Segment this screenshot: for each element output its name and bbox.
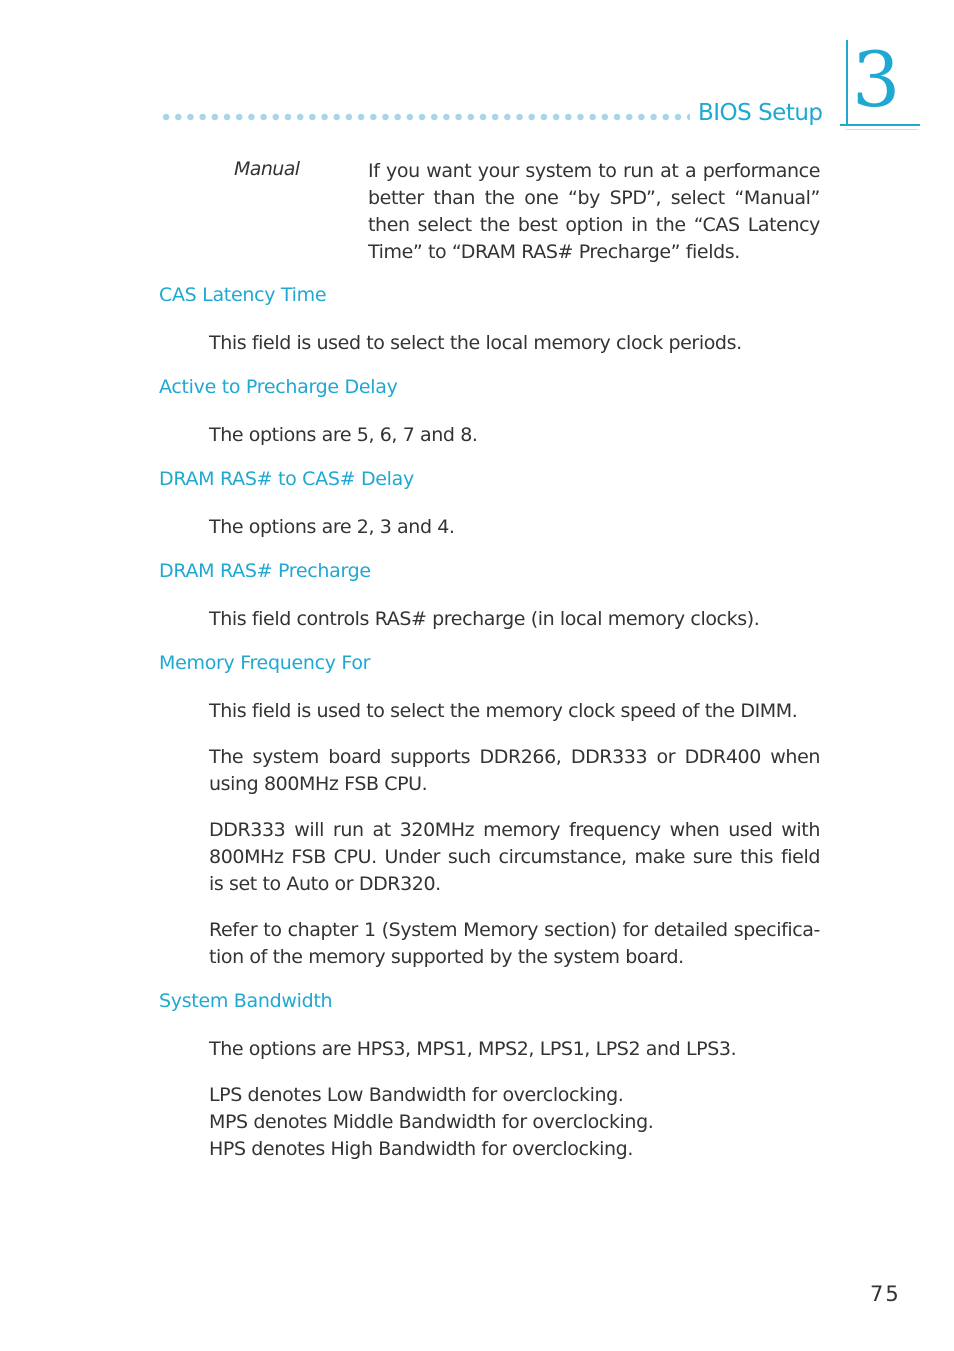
paragraph: The system board supports DDR266, DDR333 or DDR400 when using 800MHz FSB CPU. bbox=[209, 746, 820, 795]
chapter-tab-shadow bbox=[846, 129, 918, 130]
definition-line: LPS denotes Low Bandwidth for overclocking. bbox=[209, 1084, 624, 1106]
heading-active-to-precharge-delay: Active to Precharge Delay bbox=[159, 376, 398, 398]
definition-line: HPS denotes High Bandwidth for overclocking. bbox=[209, 1138, 633, 1160]
paragraph: Refer to chapter 1 (System Memory section) for detailed specifica-tion of the memory supported by the system board. bbox=[209, 919, 820, 968]
bandwidth-definitions bbox=[209, 1082, 820, 1163]
paragraph: This field controls RAS# precharge (in local memory clocks). bbox=[209, 608, 760, 630]
heading-memory-frequency-for: Memory Frequency For bbox=[159, 652, 371, 674]
manual-option-description: If you want your system to run at a performance better than the one “by SPD”, select “Manual” then select the best option in the “CAS Latency Time” to “DRAM RAS# Precharge” fields. bbox=[368, 160, 820, 263]
header-dotted-rule bbox=[160, 113, 690, 121]
heading-dram-ras-precharge: DRAM RAS# Precharge bbox=[159, 560, 371, 582]
chapter-tab-border bbox=[846, 40, 848, 126]
paragraph: This field is used to select the local memory clock periods. bbox=[209, 332, 742, 354]
heading-cas-latency-time: CAS Latency Time bbox=[159, 284, 327, 306]
manual-option-label: Manual bbox=[234, 158, 300, 180]
paragraph: This field is used to select the memory clock speed of the DIMM. bbox=[209, 700, 798, 722]
chapter-number: 3 bbox=[852, 35, 901, 124]
paragraph: DDR333 will run at 320MHz memory frequency when used with 800MHz FSB CPU. Under such circumstance, make sure this field is set to Auto or DDR320. bbox=[209, 819, 820, 895]
definition-line: MPS denotes Middle Bandwidth for overclocking. bbox=[209, 1111, 654, 1133]
page-number: 75 bbox=[870, 1282, 901, 1306]
paragraph: The options are HPS3, MPS1, MPS2, LPS1, LPS2 and LPS3. bbox=[209, 1038, 737, 1060]
paragraph: The options are 2, 3 and 4. bbox=[209, 516, 455, 538]
heading-system-bandwidth: System Bandwidth bbox=[159, 990, 333, 1012]
section-title: BIOS Setup bbox=[698, 100, 823, 126]
heading-dram-ras-to-cas-delay: DRAM RAS# to CAS# Delay bbox=[159, 468, 414, 490]
chapter-tab-underline bbox=[840, 124, 920, 126]
paragraph: The options are 5, 6, 7 and 8. bbox=[209, 424, 478, 446]
